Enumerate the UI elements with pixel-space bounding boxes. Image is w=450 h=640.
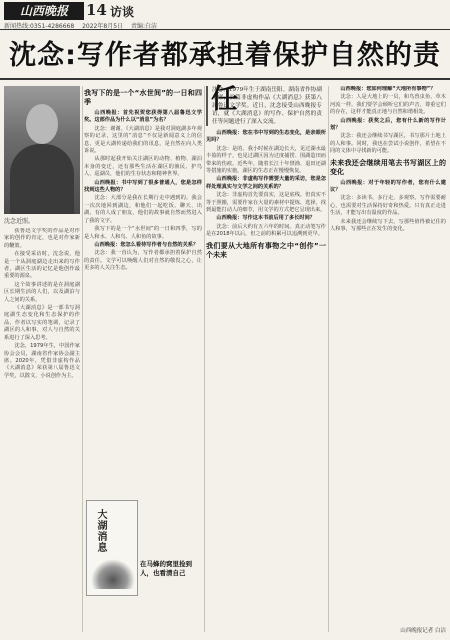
article-column-3 (206, 86, 326, 632)
book-cover-title: 大湖消息 (95, 509, 106, 553)
intro-box: 沈念，1979年生于湖南岳阳。湖南省作协副主席，长篇非虚构作品《大湖消息》获第八届鲁迅文学奖。近日，沈念接受山西晚报专访，就《大湖消息》的写作、保护自然的责任等问题进行了深入交流。 (206, 86, 322, 126)
byline: 山西晚报记者 白洁 (400, 628, 446, 634)
paragraph: 沈念：谢谢。《大湖消息》是我对洞庭湖多年观察的记录，这里的“消息”不仅是新闻意义上的信息，更是大湖传递给我们的讯息，是自然在向人类诉说。 (84, 125, 202, 155)
paragraph: 沈念：我一直认为，写作者都承担着保护自然的责任。文学可以唤醒人们对自然的敬畏之心，让更多的人关注生态。 (84, 250, 202, 272)
question: 山西晚报：首先祝贺您获得第八届鲁迅文学奖。这部作品为什么以“消息”为名？ (84, 110, 202, 124)
page-title: 沈念:写作者都承担着保护自然的责任 (0, 34, 450, 80)
section-subhead: 我们要从大地所有事物之中“创作”一个未来 (206, 241, 326, 259)
paragraph: 从那时起我开始关注湖区的动物、植物、湖泊本身的变迁，还有那些生活在湖区的渔民、护鸟人、巡湖员，他们的生存状态和精神世界。 (84, 156, 202, 178)
column-rule (204, 86, 205, 632)
ink-wash-illustration (91, 559, 135, 589)
section-subhead: 我写下的是一个“水世间”的一日和四季 (84, 89, 202, 106)
hotline: 新闻热线:0351-4286668 (4, 23, 75, 30)
paragraph: 沈念：人是大地上的一员，和鸟兽虫鱼、草木河流一样。我们要学会倾听它们的声音，尊重它们的存在，这样才能真正地与自然和谐相处。 (330, 94, 446, 116)
paragraph: 沈念：多读书，多行走，多观察。写作需要耐心，也需要对生活保持好奇和热爱。只有真正走进生活，才能写出有温度的作品。 (330, 195, 446, 217)
question: 山西晚报：对于年轻的写作者，您有什么建议？ (330, 179, 446, 194)
paragraph: 沈念：是的。我小时候在湖边长大，见过湖水最丰盈的样子，也见过湖区因为过度捕捞、围湖造田而带来的伤痕。近些年，随着长江十年禁渔、退田还湖等措施的实施，湖区的生态正在慢慢恢复。 (206, 145, 326, 175)
editor: 责编:白洁 (130, 23, 157, 30)
question: 山西晚报：您怎么看待写作者与自然的关系？ (94, 241, 199, 248)
column-rule (328, 86, 329, 632)
paragraph: 获鲁迅文学奖的作品是对作家的创作的肯定，也是对作家新的鞭策。 (4, 228, 80, 249)
paragraph: 在接受采访时，沈念说，他是一个从洞庭湖边走出来的写作者，湖区生活的记忆是他创作最重要的源泉。 (4, 251, 80, 280)
article-column-4 (330, 86, 446, 632)
column-rule (82, 86, 83, 632)
issue-date: 2022年8月5日 (82, 23, 124, 30)
paragraph: 我写下的是一个“水世间”的一日和四季，写的是人和水、人和鸟、人和鱼的故事。 (84, 226, 202, 240)
question: 山西晚报：写作这本书前后用了多长时间？ (216, 215, 315, 222)
portrait-face (26, 104, 58, 144)
masthead (0, 0, 450, 30)
question: 山西晚报：您如何理解“大地所有事物”？ (340, 86, 436, 92)
question: 山西晚报：非虚构写作需要大量的采访，您是怎样处理真实与文学之间的关系的？ (206, 176, 326, 190)
book-cover-image (86, 500, 138, 596)
photo-caption: 沈念近照。 (4, 218, 35, 225)
newspaper-logo: 山西晚报 (4, 2, 84, 20)
paragraph: 沈念：我还会继续书写湖区，书写那片土地上的人和事。同时，我也在尝试小说创作，希望在不同的文体中寻找新的可能。 (330, 133, 446, 155)
paragraph: 《大湖消息》是一部书写洞庭湖生态变化和生态保护的作品，作者以写实的笔调，记录了湖区的人和事，对人与自然的关系进行了深入思考。 (4, 305, 80, 341)
question: 山西晚报：书中写到了很多普通人，您是怎样找到这些人物的？ (84, 179, 202, 194)
article-column-1 (4, 228, 80, 632)
author-photo (4, 86, 80, 214)
paragraph: 沈念，1979年生，中国作家协会会员，湖南省作家协会副主席。2020年，凭借非虚构作品《大湖消息》荣获第八届鲁迅文学奖，以散文、小说创作为主。 (4, 343, 80, 379)
paragraph: 沈念：大部分是我在长期行走中遇到的。我会一次次地回到湖边，和他们一起吃饭、聊天、出湖，有的人成了朋友，他们的故事就自然而然进入了我的文字。 (84, 195, 202, 224)
paragraph: 沈念：非虚构首先要真实，这是底线。但真实不等于照搬，需要作家在大量的素材中提炼、选择，找到最能打动人的细节，用文学的方式把它呈现出来。 (206, 192, 326, 214)
paragraph: 沈念：前后大约有五六年的时间。真正动笔写作是在2018年以后，但之前的积累可以追溯到更早。 (206, 223, 326, 238)
meta-line (4, 21, 163, 30)
section-name: 访谈 (110, 5, 135, 19)
question: 山西晚报：获奖之后，您有什么新的写作计划？ (330, 117, 446, 132)
page-number: 14 (86, 1, 107, 19)
section-subhead: 在马蜂的窝里捡到人，也看清自己 (140, 560, 192, 577)
paragraph: 这个故事讲述的是在洞庭湖区长期生活的人们，以及湖泊与人之间的关系。 (4, 281, 80, 303)
portrait-body (10, 144, 74, 214)
question: 山西晚报：您在书中写到的生态变化，是亲眼所见吗？ (206, 130, 326, 144)
section-subhead: 未来我还会继续用笔去书写湖区上的变化 (330, 158, 446, 176)
paragraph: 未来我还会继续写下去，写那些值得被记住的人和事，写那些正在发生的变化。 (330, 218, 446, 233)
